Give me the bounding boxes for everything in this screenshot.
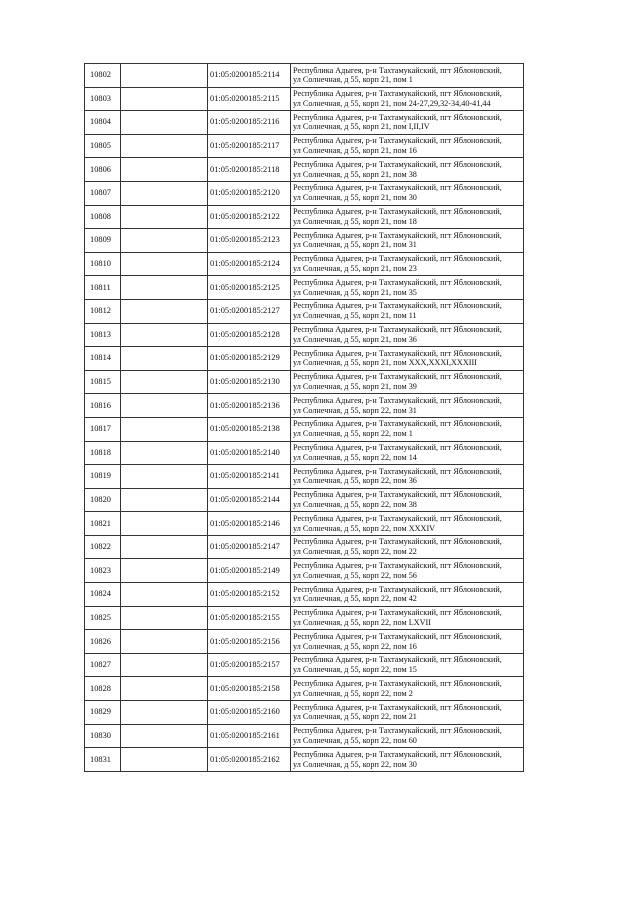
address-cell bbox=[291, 158, 524, 182]
table-row bbox=[85, 630, 524, 654]
row-number-cell bbox=[85, 394, 121, 418]
row-number: 10823 bbox=[90, 565, 111, 575]
table-row bbox=[85, 181, 524, 205]
table-row bbox=[85, 653, 524, 677]
row-number-cell bbox=[85, 370, 121, 394]
address-line-2: ул Солнечная, д 55, корп 21, пом 30 bbox=[293, 193, 417, 203]
address-line-2: ул Солнечная, д 55, корп 21, пом XXX,XXXI,XXXIII bbox=[293, 358, 477, 368]
address-cell bbox=[291, 394, 524, 418]
address-line-1: Республика Адыгея, р-н Тахтамукайский, пгт Яблоновский, bbox=[293, 277, 502, 287]
empty-cell bbox=[121, 583, 208, 607]
cadastral-number: 01:05:0200185:2127 bbox=[210, 306, 280, 316]
row-number: 10802 bbox=[90, 70, 111, 80]
address-line-2: ул Солнечная, д 55, корп 22, пом 14 bbox=[293, 452, 417, 462]
table-row bbox=[85, 64, 524, 88]
row-number: 10806 bbox=[90, 164, 111, 174]
empty-cell bbox=[121, 158, 208, 182]
address-cell bbox=[291, 323, 524, 347]
empty-cell bbox=[121, 630, 208, 654]
table-row bbox=[85, 724, 524, 748]
address-cell bbox=[291, 370, 524, 394]
address-line-1: Республика Адыгея, р-н Тахтамукайский, пгт Яблоновский, bbox=[293, 443, 502, 452]
empty-cell bbox=[121, 276, 208, 300]
row-number-cell bbox=[85, 347, 121, 371]
address-cell bbox=[291, 252, 524, 276]
address-cell bbox=[291, 630, 524, 654]
cadastral-number-cell bbox=[208, 465, 291, 489]
row-number-cell bbox=[85, 724, 121, 748]
cadastral-number: 01:05:0200185:2116 bbox=[210, 117, 280, 127]
empty-cell bbox=[121, 229, 208, 253]
cadastral-number: 01:05:0200185:2147 bbox=[210, 542, 280, 552]
address-cell bbox=[291, 677, 524, 701]
empty-cell bbox=[121, 606, 208, 630]
address-cell bbox=[291, 299, 524, 323]
address-line-2: ул Солнечная, д 55, корп 22, пом 15 bbox=[293, 665, 417, 675]
row-number: 10829 bbox=[90, 707, 111, 717]
property-table bbox=[84, 63, 524, 772]
row-number: 10826 bbox=[90, 636, 111, 646]
cadastral-number: 01:05:0200185:2125 bbox=[210, 282, 280, 292]
address-line-2: ул Солнечная, д 55, корп 21, пом 36 bbox=[293, 334, 417, 344]
table-row bbox=[85, 394, 524, 418]
address-line-1: Республика Адыгея, р-н Тахтамукайский, пгт Яблоновский, bbox=[293, 207, 502, 217]
address-line-2: ул Солнечная, д 55, корп 21, пом 38 bbox=[293, 169, 417, 179]
row-number: 10819 bbox=[90, 471, 111, 481]
empty-cell bbox=[121, 394, 208, 418]
cadastral-number: 01:05:0200185:2117 bbox=[210, 141, 280, 151]
cadastral-number: 01:05:0200185:2129 bbox=[210, 353, 280, 363]
row-number: 10815 bbox=[90, 377, 111, 387]
address-line-2: ул Солнечная, д 55, корп 22, пом 22 bbox=[293, 547, 417, 557]
cadastral-number-cell bbox=[208, 630, 291, 654]
address-cell bbox=[291, 512, 524, 536]
row-number: 10808 bbox=[90, 211, 111, 221]
address-cell bbox=[291, 535, 524, 559]
row-number: 10831 bbox=[90, 754, 111, 764]
empty-cell bbox=[121, 205, 208, 229]
row-number-cell bbox=[85, 630, 121, 654]
row-number-cell bbox=[85, 87, 121, 111]
empty-cell bbox=[121, 441, 208, 465]
cadastral-number: 01:05:0200185:2156 bbox=[210, 636, 280, 646]
row-number-cell bbox=[85, 417, 121, 441]
table-row bbox=[85, 441, 524, 465]
table-row bbox=[85, 465, 524, 489]
row-number: 10824 bbox=[90, 589, 111, 599]
cadastral-number-cell bbox=[208, 64, 291, 88]
address-line-1: Республика Адыгея, р-н Тахтамукайский, пгт Яблоновский, bbox=[293, 560, 502, 570]
table-row bbox=[85, 158, 524, 182]
cadastral-number-cell bbox=[208, 87, 291, 111]
address-line-2: ул Солнечная, д 55, корп 22, пом 36 bbox=[293, 476, 417, 486]
address-line-1: Республика Адыгея, р-н Тахтамукайский, пгт Яблоновский, bbox=[293, 537, 502, 547]
address-line-1: Республика Адыгея, р-н Тахтамукайский, пгт Яблоновский, bbox=[293, 655, 502, 665]
row-number-cell bbox=[85, 252, 121, 276]
address-line-2: ул Солнечная, д 55, корп 21, пом 35 bbox=[293, 287, 417, 297]
address-cell bbox=[291, 441, 524, 465]
address-line-1: Республика Адыгея, р-н Тахтамукайский, пгт Яблоновский, bbox=[293, 726, 502, 736]
address-line-1: Республика Адыгея, р-н Тахтамукайский, пгт Яблоновский, bbox=[293, 89, 502, 99]
row-number: 10809 bbox=[90, 235, 111, 245]
row-number-cell bbox=[85, 64, 121, 88]
cadastral-number-cell bbox=[208, 252, 291, 276]
empty-cell bbox=[121, 181, 208, 205]
address-line-1: Республика Адыгея, р-н Тахтамукайский, пгт Яблоновский, bbox=[293, 159, 502, 169]
cadastral-number: 01:05:0200185:2118 bbox=[210, 164, 280, 174]
row-number: 10828 bbox=[90, 683, 111, 693]
empty-cell bbox=[121, 417, 208, 441]
cadastral-number-cell bbox=[208, 512, 291, 536]
row-number-cell bbox=[85, 653, 121, 677]
cadastral-number: 01:05:0200185:2144 bbox=[210, 494, 280, 504]
row-number-cell bbox=[85, 323, 121, 347]
address-line-2: ул Солнечная, д 55, корп 22, пом 21 bbox=[293, 712, 417, 722]
table-row bbox=[85, 229, 524, 253]
address-cell bbox=[291, 64, 524, 88]
table-row bbox=[85, 323, 524, 347]
row-number: 10803 bbox=[90, 93, 111, 103]
empty-cell bbox=[121, 299, 208, 323]
cadastral-number-cell bbox=[208, 417, 291, 441]
address-line-1: Республика Адыгея, р-н Тахтамукайский, пгт Яблоновский, bbox=[293, 136, 502, 146]
address-cell bbox=[291, 559, 524, 583]
cadastral-number-cell bbox=[208, 677, 291, 701]
row-number: 10820 bbox=[90, 494, 111, 504]
address-cell bbox=[291, 87, 524, 111]
address-cell bbox=[291, 347, 524, 371]
address-cell bbox=[291, 276, 524, 300]
row-number: 10821 bbox=[90, 518, 111, 528]
address-line-1: Республика Адыгея, р-н Тахтамукайский, пгт Яблоновский, bbox=[293, 65, 502, 75]
address-cell bbox=[291, 488, 524, 512]
table-row bbox=[85, 701, 524, 725]
address-line-2: ул Солнечная, д 55, корп 21, пом I,II,IV bbox=[293, 122, 430, 132]
empty-cell bbox=[121, 559, 208, 583]
table-row bbox=[85, 87, 524, 111]
row-number: 10814 bbox=[90, 353, 111, 363]
address-line-1: Республика Адыгея, р-н Тахтамукайский, пгт Яблоновский, bbox=[293, 325, 502, 335]
address-line-1: Республика Адыгея, р-н Тахтамукайский, пгт Яблоновский, bbox=[293, 466, 502, 476]
cadastral-number: 01:05:0200185:2123 bbox=[210, 235, 280, 245]
table-row bbox=[85, 370, 524, 394]
row-number-cell bbox=[85, 535, 121, 559]
empty-cell bbox=[121, 653, 208, 677]
cadastral-number: 01:05:0200185:2136 bbox=[210, 400, 280, 410]
cadastral-number: 01:05:0200185:2115 bbox=[210, 93, 280, 103]
address-line-2: ул Солнечная, д 55, корп 21, пом 1 bbox=[293, 75, 413, 85]
address-line-1: Республика Адыгея, р-н Тахтамукайский, пгт Яблоновский, bbox=[293, 372, 502, 382]
address-cell bbox=[291, 748, 524, 772]
empty-cell bbox=[121, 488, 208, 512]
row-number: 10827 bbox=[90, 660, 111, 670]
row-number-cell bbox=[85, 465, 121, 489]
row-number-cell bbox=[85, 512, 121, 536]
empty-cell bbox=[121, 701, 208, 725]
address-line-2: ул Солнечная, д 55, корп 22, пом 1 bbox=[293, 429, 413, 439]
table-row bbox=[85, 512, 524, 536]
address-line-1: Республика Адыгея, р-н Тахтамукайский, пгт Яблоновский, bbox=[293, 112, 502, 122]
row-number: 10812 bbox=[90, 306, 111, 316]
address-cell bbox=[291, 465, 524, 489]
row-number-cell bbox=[85, 677, 121, 701]
cadastral-number-cell bbox=[208, 134, 291, 158]
cadastral-number: 01:05:0200185:2157 bbox=[210, 660, 280, 670]
cadastral-number: 01:05:0200185:2146 bbox=[210, 518, 280, 528]
address-line-2: ул Солнечная, д 55, корп 22, пом 30 bbox=[293, 759, 417, 769]
row-number-cell bbox=[85, 701, 121, 725]
cadastral-number: 01:05:0200185:2149 bbox=[210, 565, 280, 575]
table-row bbox=[85, 347, 524, 371]
table-row bbox=[85, 252, 524, 276]
address-line-2: ул Солнечная, д 55, корп 22, пом 38 bbox=[293, 499, 417, 509]
row-number: 10805 bbox=[90, 141, 111, 151]
cadastral-number: 01:05:0200185:2130 bbox=[210, 377, 280, 387]
cadastral-number-cell bbox=[208, 347, 291, 371]
address-cell bbox=[291, 417, 524, 441]
address-line-2: ул Солнечная, д 55, корп 22, пом 60 bbox=[293, 735, 417, 745]
cadastral-number-cell bbox=[208, 535, 291, 559]
row-number: 10818 bbox=[90, 447, 111, 457]
row-number-cell bbox=[85, 748, 121, 772]
address-line-2: ул Солнечная, д 55, корп 22, пом 42 bbox=[293, 594, 417, 604]
cadastral-number-cell bbox=[208, 701, 291, 725]
address-line-2: ул Солнечная, д 55, корп 22, пом 16 bbox=[293, 641, 417, 651]
table-row bbox=[85, 134, 524, 158]
empty-cell bbox=[121, 347, 208, 371]
cadastral-number-cell bbox=[208, 441, 291, 465]
address-cell bbox=[291, 229, 524, 253]
cadastral-number-cell bbox=[208, 559, 291, 583]
row-number-cell bbox=[85, 205, 121, 229]
cadastral-number: 01:05:0200185:2161 bbox=[210, 730, 280, 740]
table-row bbox=[85, 417, 524, 441]
address-cell bbox=[291, 111, 524, 135]
cadastral-number-cell bbox=[208, 394, 291, 418]
address-cell bbox=[291, 583, 524, 607]
address-cell bbox=[291, 724, 524, 748]
empty-cell bbox=[121, 512, 208, 536]
row-number: 10830 bbox=[90, 730, 111, 740]
address-line-2: ул Солнечная, д 55, корп 21, пом 11 bbox=[293, 311, 417, 321]
address-line-1: Республика Адыгея, р-н Тахтамукайский, пгт Яблоновский, bbox=[293, 749, 502, 759]
address-line-1: Республика Адыгея, р-н Тахтамукайский, пгт Яблоновский, bbox=[293, 513, 502, 523]
address-line-1: Республика Адыгея, р-н Тахтамукайский, пгт Яблоновский, bbox=[293, 230, 502, 240]
address-line-2: ул Солнечная, д 55, корп 22, пом 56 bbox=[293, 570, 417, 580]
empty-cell bbox=[121, 677, 208, 701]
cadastral-number-cell bbox=[208, 583, 291, 607]
row-number-cell bbox=[85, 229, 121, 253]
table-row bbox=[85, 606, 524, 630]
address-cell bbox=[291, 606, 524, 630]
row-number: 10825 bbox=[90, 612, 111, 622]
address-line-1: Республика Адыгея, р-н Тахтамукайский, пгт Яблоновский, bbox=[293, 608, 502, 618]
address-cell bbox=[291, 701, 524, 725]
cadastral-number: 01:05:0200185:2140 bbox=[210, 447, 280, 457]
row-number-cell bbox=[85, 559, 121, 583]
cadastral-number: 01:05:0200185:2114 bbox=[210, 70, 280, 80]
address-line-2: ул Солнечная, д 55, корп 22, пом 31 bbox=[293, 405, 417, 415]
address-line-1: Республика Адыгея, р-н Тахтамукайский, пгт Яблоновский, bbox=[293, 584, 502, 594]
address-line-1: Республика Адыгея, р-н Тахтамукайский, пгт Яблоновский, bbox=[293, 678, 502, 688]
row-number-cell bbox=[85, 606, 121, 630]
cadastral-number: 01:05:0200185:2128 bbox=[210, 329, 280, 339]
empty-cell bbox=[121, 724, 208, 748]
row-number-cell bbox=[85, 181, 121, 205]
empty-cell bbox=[121, 111, 208, 135]
row-number: 10822 bbox=[90, 542, 111, 552]
address-line-1: Республика Адыгея, р-н Тахтамукайский, пгт Яблоновский, bbox=[293, 631, 502, 641]
row-number-cell bbox=[85, 111, 121, 135]
table-row bbox=[85, 559, 524, 583]
cadastral-number: 01:05:0200185:2141 bbox=[210, 471, 280, 481]
cadastral-number-cell bbox=[208, 205, 291, 229]
cadastral-number-cell bbox=[208, 111, 291, 135]
row-number-cell bbox=[85, 158, 121, 182]
cadastral-number-cell bbox=[208, 181, 291, 205]
address-line-2: ул Солнечная, д 55, корп 22, пом 2 bbox=[293, 688, 413, 698]
cadastral-number-cell bbox=[208, 276, 291, 300]
cadastral-number-cell bbox=[208, 299, 291, 323]
cadastral-number-cell bbox=[208, 158, 291, 182]
address-line-1: Республика Адыгея, р-н Тахтамукайский, пгт Яблоновский, bbox=[293, 490, 502, 500]
cadastral-number: 01:05:0200185:2155 bbox=[210, 612, 280, 622]
cadastral-number: 01:05:0200185:2160 bbox=[210, 707, 280, 717]
empty-cell bbox=[121, 370, 208, 394]
table-row bbox=[85, 535, 524, 559]
row-number: 10817 bbox=[90, 424, 111, 434]
address-line-2: ул Солнечная, д 55, корп 21, пом 23 bbox=[293, 264, 417, 274]
row-number: 10811 bbox=[90, 282, 111, 292]
empty-cell bbox=[121, 535, 208, 559]
address-line-1: Республика Адыгея, р-н Тахтамукайский, пгт Яблоновский, bbox=[293, 301, 502, 311]
empty-cell bbox=[121, 252, 208, 276]
row-number-cell bbox=[85, 488, 121, 512]
cadastral-number: 01:05:0200185:2158 bbox=[210, 683, 280, 693]
cadastral-number: 01:05:0200185:2162 bbox=[210, 754, 280, 764]
address-line-1: Республика Адыгея, р-н Тахтамукайский, пгт Яблоновский, bbox=[293, 348, 502, 358]
cadastral-number-cell bbox=[208, 229, 291, 253]
table-row bbox=[85, 488, 524, 512]
cadastral-number-cell bbox=[208, 653, 291, 677]
address-line-2: ул Солнечная, д 55, корп 21, пом 18 bbox=[293, 216, 417, 226]
empty-cell bbox=[121, 87, 208, 111]
address-line-2: ул Солнечная, д 55, корп 22, пом XXXIV bbox=[293, 523, 436, 533]
cadastral-number: 01:05:0200185:2124 bbox=[210, 259, 280, 269]
row-number-cell bbox=[85, 299, 121, 323]
table-row bbox=[85, 276, 524, 300]
empty-cell bbox=[121, 748, 208, 772]
cadastral-number-cell bbox=[208, 748, 291, 772]
cadastral-number: 01:05:0200185:2122 bbox=[210, 211, 280, 221]
address-line-2: ул Солнечная, д 55, корп 21, пом 39 bbox=[293, 382, 417, 392]
empty-cell bbox=[121, 323, 208, 347]
address-line-2: ул Солнечная, д 55, корп 21, пом 24-27,29,32-34,40-41,44 bbox=[293, 98, 491, 108]
address-line-1: Республика Адыгея, р-н Тахтамукайский, пгт Яблоновский, bbox=[293, 254, 502, 264]
row-number-cell bbox=[85, 583, 121, 607]
cadastral-number-cell bbox=[208, 724, 291, 748]
address-cell bbox=[291, 205, 524, 229]
row-number-cell bbox=[85, 441, 121, 465]
address-line-1: Республика Адыгея, р-н Тахтамукайский, пгт Яблоновский, bbox=[293, 395, 502, 405]
empty-cell bbox=[121, 465, 208, 489]
table-row bbox=[85, 583, 524, 607]
cadastral-number: 01:05:0200185:2120 bbox=[210, 188, 280, 198]
property-table-body bbox=[85, 64, 524, 772]
table-row bbox=[85, 205, 524, 229]
row-number-cell bbox=[85, 276, 121, 300]
row-number: 10810 bbox=[90, 259, 111, 269]
row-number-cell bbox=[85, 134, 121, 158]
table-row bbox=[85, 111, 524, 135]
row-number: 10816 bbox=[90, 400, 111, 410]
table-row bbox=[85, 677, 524, 701]
address-cell bbox=[291, 134, 524, 158]
cadastral-number-cell bbox=[208, 606, 291, 630]
address-line-1: Республика Адыгея, р-н Тахтамукайский, пгт Яблоновский, bbox=[293, 183, 502, 193]
table-row bbox=[85, 748, 524, 772]
row-number: 10807 bbox=[90, 188, 111, 198]
row-number: 10804 bbox=[90, 117, 111, 127]
row-number: 10813 bbox=[90, 329, 111, 339]
address-line-2: ул Солнечная, д 55, корп 22, пом LXVII bbox=[293, 617, 431, 627]
address-line-2: ул Солнечная, д 55, корп 21, пом 31 bbox=[293, 240, 417, 250]
address-line-1: Республика Адыгея, р-н Тахтамукайский, пгт Яблоновский, bbox=[293, 419, 502, 429]
cadastral-number-cell bbox=[208, 370, 291, 394]
address-cell bbox=[291, 653, 524, 677]
cadastral-number-cell bbox=[208, 323, 291, 347]
address-cell bbox=[291, 181, 524, 205]
empty-cell bbox=[121, 64, 208, 88]
empty-cell bbox=[121, 134, 208, 158]
cadastral-number-cell bbox=[208, 488, 291, 512]
cadastral-number: 01:05:0200185:2138 bbox=[210, 424, 280, 434]
cadastral-number: 01:05:0200185:2152 bbox=[210, 589, 280, 599]
table-row bbox=[85, 299, 524, 323]
address-line-1: Республика Адыгея, р-н Тахтамукайский, пгт Яблоновский, bbox=[293, 702, 502, 712]
address-line-2: ул Солнечная, д 55, корп 21, пом 16 bbox=[293, 146, 417, 156]
